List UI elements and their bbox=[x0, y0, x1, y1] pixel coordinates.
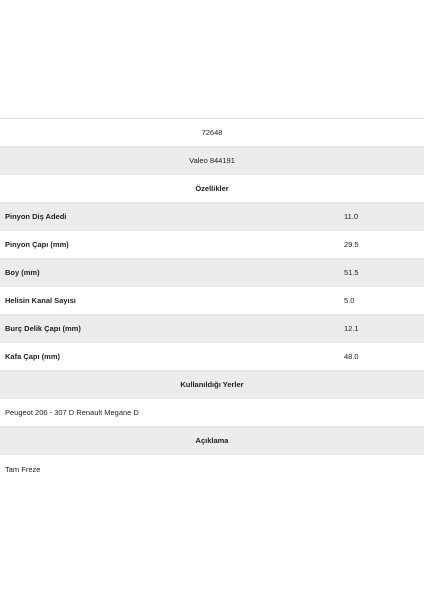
spec-row bbox=[0, 203, 424, 231]
spec-value: 51.5 bbox=[344, 268, 359, 277]
cross-reference: Valeo 844191 bbox=[189, 156, 235, 165]
spec-label: Pinyon Diş Adedi bbox=[5, 212, 67, 221]
spec-row bbox=[0, 231, 424, 259]
spec-label: Burç Delik Çapı (mm) bbox=[5, 324, 81, 333]
description-row bbox=[0, 455, 424, 483]
spec-row bbox=[0, 315, 424, 343]
spec-label: Helisin Kanal Sayısı bbox=[5, 296, 76, 305]
usage-row bbox=[0, 399, 424, 427]
spec-value: 29.5 bbox=[344, 240, 359, 249]
spec-label: Kafa Çapı (mm) bbox=[5, 352, 61, 361]
product-code-row bbox=[0, 119, 424, 147]
description-header: Açıklama bbox=[195, 436, 229, 445]
description-header-row bbox=[0, 427, 424, 455]
specs-header-row bbox=[0, 175, 424, 203]
cross-ref-row bbox=[0, 147, 424, 175]
usage-text: Peugeot 206 - 307 D Renault Megane D bbox=[5, 408, 139, 417]
spec-label: Pinyon Çapı (mm) bbox=[5, 240, 69, 249]
usage-header: Kullanıldığı Yerler bbox=[180, 380, 244, 389]
spec-label: Boy (mm) bbox=[5, 268, 40, 277]
spec-value: 5.0 bbox=[344, 296, 355, 305]
usage-header-row bbox=[0, 371, 424, 399]
product-code: 72648 bbox=[201, 128, 223, 137]
spec-row bbox=[0, 343, 424, 371]
spec-value: 11.0 bbox=[344, 212, 359, 221]
product-spec-table bbox=[0, 118, 424, 483]
description-text: Tam Freze bbox=[5, 464, 41, 474]
specs-header: Özellikler bbox=[195, 184, 229, 193]
spec-value: 12.1 bbox=[344, 324, 359, 333]
spec-value: 48.0 bbox=[344, 352, 359, 361]
spec-row bbox=[0, 287, 424, 315]
spec-row bbox=[0, 259, 424, 287]
